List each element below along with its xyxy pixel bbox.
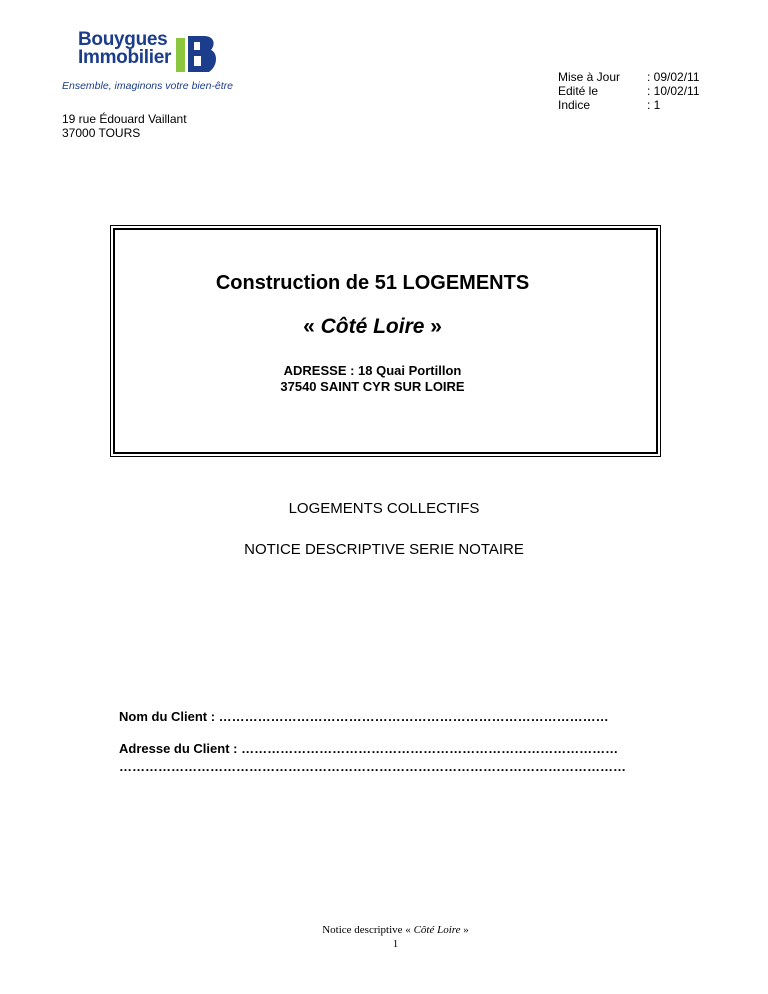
project-name-open-quote: «: [303, 315, 321, 338]
logo-text-bouygues: Bouygues: [78, 29, 168, 50]
project-address-street: ADRESSE : 18 Quai Portillon: [283, 363, 462, 378]
logo-slogan: Ensemble, imaginons votre bien-être: [62, 80, 234, 92]
company-address-city: 37000 TOURS: [62, 126, 141, 140]
meta-label-index: Indice: [558, 98, 591, 112]
project-name-text: Côté Loire: [320, 315, 425, 338]
title-frame-inner: [113, 228, 658, 454]
company-address-street: 19 rue Édouard Vaillant: [62, 112, 187, 126]
page-number: 1: [392, 938, 399, 950]
project-address-city: 37540 SAINT CYR SUR LOIRE: [280, 379, 465, 394]
footer-prefix: Notice descriptive «: [322, 924, 414, 936]
project-name-close-quote: »: [424, 315, 442, 338]
logo-text-immobilier: Immobilier: [78, 47, 172, 68]
meta-value-index: : 1: [647, 98, 661, 112]
meta-label-update: Mise à Jour: [558, 70, 621, 84]
project-name: [110, 315, 635, 339]
project-title: Construction de 51 LOGEMENTS: [215, 272, 530, 294]
meta-value-update: : 09/02/11: [647, 70, 700, 84]
footer-suffix: »: [460, 924, 469, 936]
meta-label-edited: Edité le: [558, 84, 599, 98]
footer-caption: [0, 924, 768, 936]
meta-value-edited: : 10/02/11: [647, 84, 700, 98]
client-name-field: Nom du Client : ………………………………………………………………………………: [119, 709, 609, 724]
bouygues-logo-icon: [174, 32, 220, 76]
client-address-field: Adresse du Client : ……………………………………………………………………………: [119, 741, 619, 756]
document-title: NOTICE DESCRIPTIVE SERIE NOTAIRE: [244, 541, 524, 558]
client-address-field-continued: ………………………………………………………………………………………………………: [119, 759, 626, 774]
footer-project-name: Côté Loire: [413, 924, 461, 936]
document-type: LOGEMENTS COLLECTIFS: [288, 500, 480, 517]
